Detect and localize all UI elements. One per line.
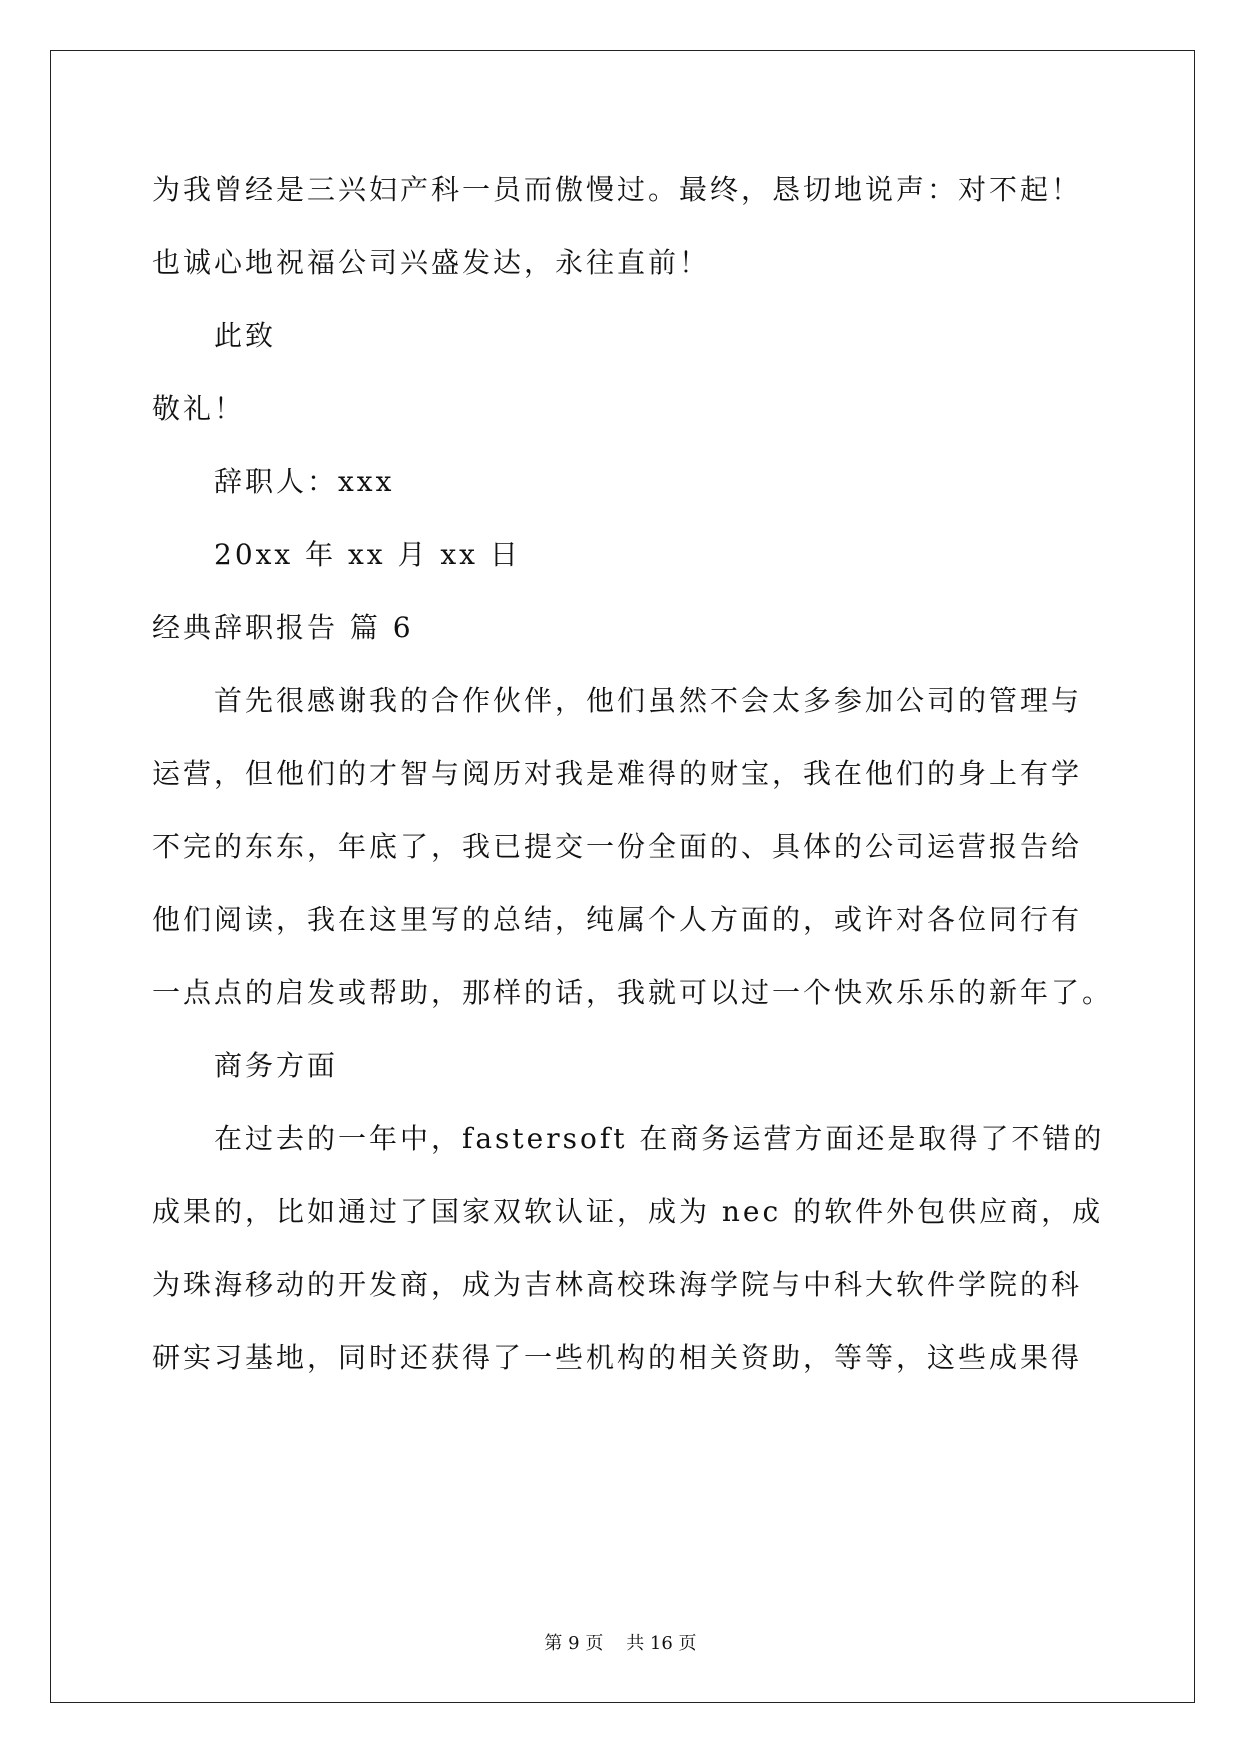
page-number: 第 9 页 共 16 页 bbox=[544, 1633, 697, 1654]
subheading: 商务方面 bbox=[214, 1049, 339, 1082]
closing-salutation: 此致 bbox=[214, 319, 277, 352]
paragraph-line: 在过去的一年中，fastersoft 在商务运营方面还是取得了不错的 bbox=[214, 1122, 1105, 1155]
text-line: 也诚心地祝福公司兴盛发达，永往直前！ bbox=[152, 246, 711, 279]
paragraph-line: 为珠海移动的开发商，成为吉林高校珠海学院与中科大软件学院的科 bbox=[152, 1268, 1083, 1301]
closing-regards: 敬礼！ bbox=[152, 392, 246, 425]
paragraph-line: 运营，但他们的才智与阅历对我是难得的财宝，我在他们的身上有学 bbox=[152, 757, 1083, 790]
page-border bbox=[50, 50, 1195, 1703]
paragraph-line: 他们阅读，我在这里写的总结，纯属个人方面的，或许对各位同行有 bbox=[152, 903, 1083, 936]
paragraph-line: 一点点的启发或帮助，那样的话，我就可以过一个快欢乐乐的新年了。 bbox=[152, 976, 1114, 1009]
date-line: 20xx 年 xx 月 xx 日 bbox=[214, 538, 521, 571]
paragraph-line: 成果的，比如通过了国家双软认证，成为 nec 的软件外包供应商，成 bbox=[152, 1195, 1104, 1228]
paragraph-line: 研实习基地，同时还获得了一些机构的相关资助，等等，这些成果得 bbox=[152, 1341, 1083, 1374]
section-heading: 经典辞职报告 篇 6 bbox=[152, 611, 414, 644]
paragraph-line: 首先很感谢我的合作伙伴，他们虽然不会太多参加公司的管理与 bbox=[214, 684, 1083, 717]
page-footer bbox=[0, 1632, 1241, 1656]
text-line: 为我曾经是三兴妇产科一员而傲慢过。最终，恳切地说声：对不起！ bbox=[152, 173, 1083, 206]
signature-line: 辞职人：xxx bbox=[214, 465, 395, 498]
paragraph-line: 不完的东东，年底了，我已提交一份全面的、具体的公司运营报告给 bbox=[152, 830, 1083, 863]
